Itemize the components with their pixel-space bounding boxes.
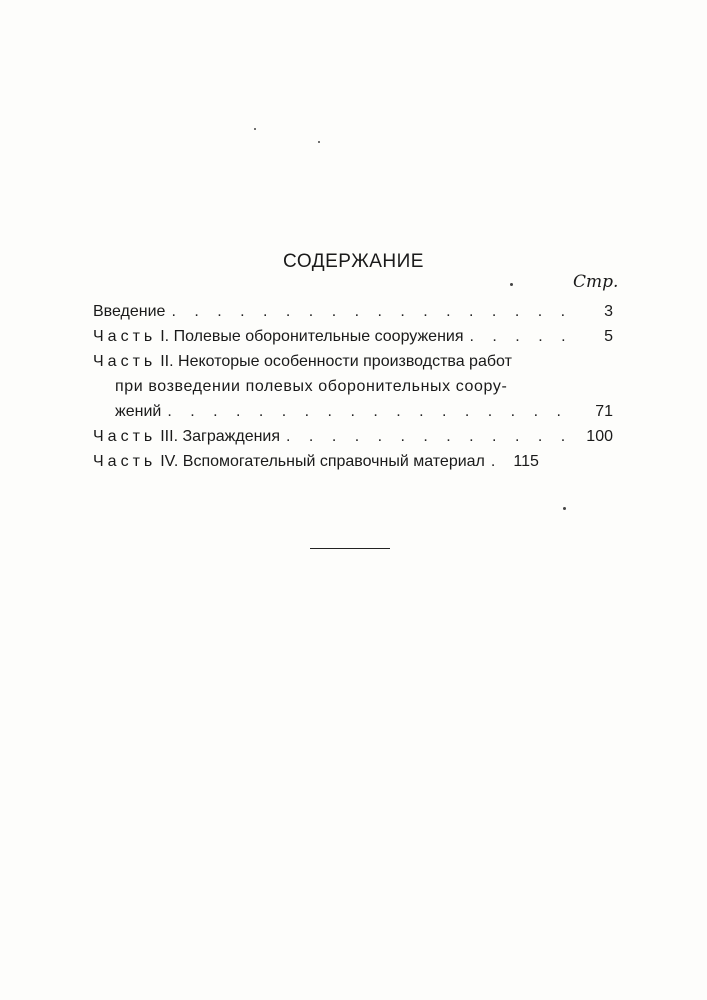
dot-leader (491, 449, 505, 474)
toc-entry-label: Введение (93, 303, 166, 320)
toc-entry-page: 3 (604, 303, 613, 320)
toc-entry-part-3 (93, 424, 613, 449)
part-word: Часть (93, 328, 157, 345)
toc-entry-part-2-line-3 (93, 399, 613, 424)
toc-entry-label: II. Некоторые особенности производства работ (160, 353, 512, 370)
scan-speck (254, 128, 256, 130)
toc-entry-introduction (93, 299, 613, 324)
table-of-contents (93, 299, 613, 474)
dot-leader (470, 324, 579, 349)
scan-speck (510, 283, 513, 286)
toc-entry-page: 115 (513, 453, 539, 470)
page-column-header: Стр. (573, 272, 619, 292)
toc-entry-part-2-line-2 (93, 374, 613, 399)
toc-entry-page: 5 (604, 328, 613, 345)
toc-entry-part-4 (93, 449, 613, 474)
part-word: Часть (93, 428, 157, 445)
toc-entry-label: III. Заграждения (160, 428, 281, 445)
toc-entry-label: I. Полевые оборонительные сооружения (160, 328, 464, 345)
closing-rule (310, 548, 390, 549)
page-title: СОДЕРЖАНИЕ (283, 251, 424, 272)
toc-entry-label-continued: при возведении полевых оборонительных соору- (115, 378, 508, 395)
part-word: Часть (93, 353, 157, 370)
toc-entry-label-continued: жений (115, 403, 162, 420)
scan-speck (563, 507, 566, 510)
scan-speck (318, 141, 320, 143)
part-word: Часть (93, 453, 157, 470)
toc-entry-page: 100 (586, 428, 613, 445)
toc-entry-part-2-line-1 (93, 349, 613, 374)
toc-entry-part-1 (93, 324, 613, 349)
dot-leader (167, 399, 579, 424)
toc-entry-page: 71 (595, 403, 613, 420)
toc-entry-label: IV. Вспомогательный справочный материал (160, 453, 485, 470)
dot-leader (286, 424, 579, 449)
dot-leader (171, 299, 579, 324)
